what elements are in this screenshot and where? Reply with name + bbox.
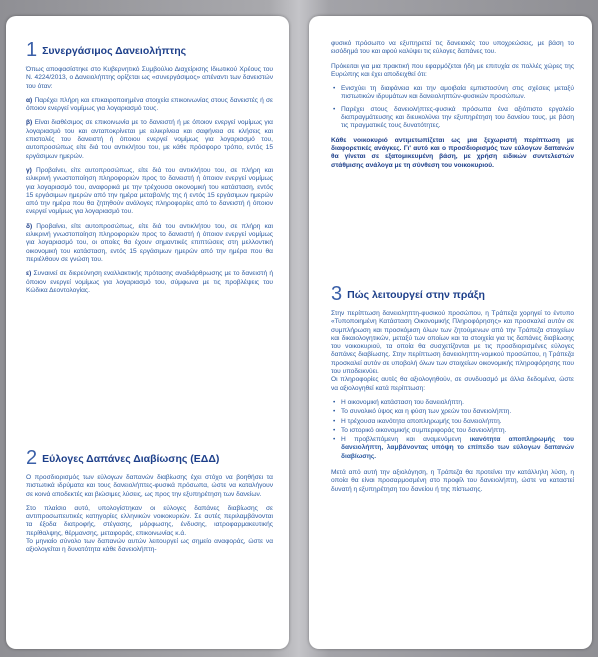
- section-living-expenses: [26, 448, 273, 561]
- section-number: 2: [26, 447, 38, 469]
- section-heading: [26, 40, 273, 60]
- section-title: Πώς λειτουργεί στην πράξη: [347, 289, 485, 301]
- right-page: [309, 16, 592, 649]
- section-title: Συνεργάσιμος Δανειολήπτης: [42, 45, 187, 57]
- list-item: • Η οικονομική κατάσταση του δανειολήπτη.: [341, 399, 574, 407]
- paragraph: Το μηνιαίο σύνολο των δαπανών αυτών λειτουργεί ως σημείο αναφοράς, ώστε να αξιολογείται η δυνατότητα κάθε δανειολήπτη-: [26, 538, 273, 554]
- section-number: 3: [331, 283, 343, 305]
- emphasis-paragraph: Κάθε νοικοκυριό αντιμετωπίζεται ως μια ξεχωριστή περίπτωση με διαφορετικές ανάγκες. Γι' αυτό και ο προσδιορισμός των εύλογων δαπανών θα γίνεται σε εξατομικευμένη βάση, με χρήση ειδικών συντελεστών στάθμισης ανάλογα με τη σύνθεση του νοικοκυριού.: [331, 136, 574, 169]
- benefits-list: [331, 85, 574, 130]
- section-cooperative-borrower: [26, 40, 273, 301]
- list-item: • Η τρέχουσα ικανότητα αποπληρωμής του δανειολήπτη.: [341, 418, 574, 426]
- section-title: Εύλογες Δαπάνες Διαβίωσης (ΕΔΔ): [42, 453, 220, 465]
- list-item: • Ενισχύει τη διαφάνεια και την αμοιβαία εμπιστοσύνη στις σχέσεις μεταξύ πιστωτικών ιδρυμάτων και δανειοληπτών-φυσικών προσώπων.: [341, 85, 574, 102]
- list-item: • Παρέχει στους δανειολήπτες-φυσικά πρόσωπα ένα αξιόπιστο εργαλείο διαπραγμάτευσης και διευκολύνει την εξυπηρέτηση του δανείου τους, με βάση τις πραγματικές τους δυνατότητες.: [341, 106, 574, 131]
- paragraph: φυσικό πρόσωπο να εξυπηρετεί τις δανειακές του υποχρεώσεις, με βάση το εισόδημά του και αφού καλύψει τις εύλογες δαπάνες του.: [331, 40, 574, 56]
- paragraph: Στο πλαίσιο αυτό, υπολογίστηκαν οι εύλογες δαπάνες διαβίωσης σε αντιπροσωπευτικές κατηγορίες ελληνικών νοικοκυριών. Σε αυτές περιλαμβάνονται τα έξοδα διατροφής, στέγασης, μόρφωσης, ένδυσης, ιατροφαρμακευτικής περίθαλψης, θέρμανσης, μεταφοράς, επικοινωνίας κ.ά.: [26, 504, 273, 537]
- list-item: • Το συνολικό ύψος και η φύση των χρεών του δανειολήπτη.: [341, 408, 574, 416]
- section-in-practice: [331, 284, 574, 500]
- section-intro: Όπως αποφασίστηκε στο Κυβερνητικό Συμβούλιο Διαχείρισης Ιδιωτικού Χρέους του Ν. 4224/2013, ο Δανειολήπτης ορίζεται ως «συνεργάσιμος» απέναντι των δανειστών του όταν:: [26, 66, 273, 90]
- list-item: • Το ιστορικό οικονομικής συμπεριφοράς του δανειολήπτη.: [341, 427, 574, 435]
- criterion-b: β) Είναι διαθέσιμος σε επικοινωνία με το δανειστή ή με όποιον ενεργεί νομίμως για λογαριασμό του και ανταποκρίνεται με ειλικρίνεια και σαφήνεια σε κλήσεις και επιστολές του δανειστή ή όποιου ενεργεί νομίμως για λογαριασμό του, αυτοπροσώπως είτε διά του αντικλήτου του, με κάθε πρόσφορο τρόπο, εντός 15 εργάσιμων ημερών.: [26, 119, 273, 160]
- paragraph: Πρόκειται για μια πρακτική που εφαρμόζεται ήδη με επιτυχία σε πολλές χώρες της Ευρώπης και έχει αποδειχθεί ότι:: [331, 62, 574, 78]
- criterion-c: γ) Προβαίνει, είτε αυτοπροσώπως, είτε διά του αντικλήτου του, σε πλήρη και ειλικρινή γνωστοποίηση πληροφοριών προς το δανειστή ή όποιον ενεργεί νομίμως για λογαριασμό του, αναφορικά με την τρέχουσα οικονομική του κατάσταση, εντός 15 εργάσιμων ημερών από την ημέρα μεταβολής της ή εντός 15 εργάσιμων ημερών από την ημέρα που θα ζητηθούν ανάλογες πληροφορίες από το δανειστή ή όποιον ενεργεί νομίμως για λογαριασμό του.: [26, 166, 273, 216]
- continued-text: [331, 40, 574, 176]
- paragraph: Ο προσδιορισμός των εύλογων δαπανών διαβίωσης έχει στόχο να βοηθήσει τα πιστωτικά ιδρύματα και τους δανειολήπτες-φυσικά πρόσωπα, ώστε να καταλήγουν σε κοινά αποδεκτές και βιώσιμες λύσεις, ως προς την εξυπηρέτηση των δανείων.: [26, 474, 273, 498]
- criterion-a: α) Παρέχει πλήρη και επικαιροποιημένα στοιχεία επικοινωνίας στους δανειστές ή σε όποιον ενεργεί νομίμως για λογαριασμό τους.: [26, 96, 273, 113]
- paragraph: Στην περίπτωση δανειοληπτη-φυσικού προσώπου, η Τράπεζα χορηγεί το έντυπο «Τυποποιημένη Κατάσταση Οικονομικής Πληροφόρησης» και προσκαλεί αυτόν σε συμπλήρωση και προσκόμιση όλων των ζητούμενων από την Τράπεζα στοιχείων και δικαιολογητικών, μεταξύ των οποίων και τα στοιχεία για τις δαπάνες διαβίωσης του νοικοκυριού, τα οποία θα συσχετίζονται με τις προσδιορισμένες εύλογες δαπάνες διαβίωσης. Στην περίπτωση δανειοληπτη-νομικού προσώπου, η Τράπεζα προσκαλεί αυτόν σε υποβολή όλων των στοιχείων οικονομικής πληροφόρησης που του υποδεικνύει.: [331, 310, 574, 376]
- list-item: • Η προβλεπόμενη και αναμενόμενη ικανότητα αποπληρωμής του δανειολήπτη, λαμβάνοντας υπόψη το επίπεδο των εύλογων δαπανών διαβίωσης.: [341, 436, 574, 461]
- paragraph: Οι πληροφορίες αυτές θα αξιολογηθούν, σε συνδυασμό με άλλα δεδομένα, ώστε να αξιολογηθεί κατά περίπτωση:: [331, 376, 574, 392]
- criterion-d: δ) Προβαίνει, είτε αυτοπροσώπως, είτε διά του αντικλήτου του, σε πλήρη και ειλικρινή γνωστοποίηση πληροφοριών προς το δανειστή ή όποιον ενεργεί νομίμως για λογαριασμό του, οι οποίες θα έχουν σημαντικές επιπτώσεις στη μελλοντική οικονομική του κατάσταση, εντός 15 εργάσιμων ημερών από την ημέρα που θα περιέλθουν σε γνώση του.: [26, 222, 273, 263]
- section-heading: [331, 284, 574, 304]
- left-page: [6, 16, 289, 649]
- assessment-list: [331, 399, 574, 461]
- section-heading: [26, 448, 273, 468]
- section-number: 1: [26, 39, 38, 61]
- criterion-e: ε) Συναινεί σε διερεύνηση εναλλακτικής πρότασης αναδιάρθρωσης με το δανειστή ή όποιον ενεργεί νομίμως για λογαριασμό του, σύμφωνα με τις προβλέψεις του Κώδικα Δεοντολογίας.: [26, 270, 273, 294]
- closing-paragraph: Μετά από αυτή την αξιολόγηση, η Τράπεζα θα προτείνει την κατάλληλη λύση, η οποία θα είναι προσαρμοσμένη στο προφίλ του δανειολήπτη, ώστε να καταστεί δυνατή η εξυπηρέτηση του δανείου ή της πίστωσης.: [331, 469, 574, 493]
